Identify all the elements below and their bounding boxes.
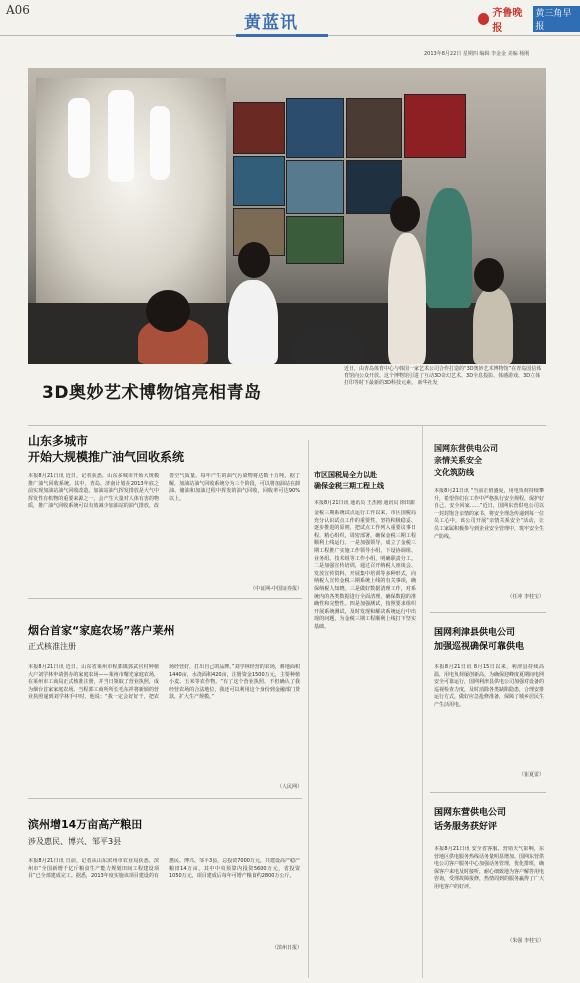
- art-poster: [404, 94, 466, 158]
- article-title: 话务服务获好评: [434, 822, 498, 832]
- column-divider: [308, 440, 309, 978]
- article-body: 本报8月21日讯 日前，记者从山东滨州市农业局获悉，滨州市“全国新增千亿斤粮食生产能力规划田间工程建设项目”已全部建成完工。据悉，2013年度实施该项目建设的有惠民、博兴、邹平3县，总投资7000万元，共建设高产稳产粮田14万亩，其中中央预算内投资5600万元，省投资1050万元，项目建成后每年可增产粮食约2800万公斤。: [28, 858, 300, 880]
- visitor-child-head: [146, 290, 190, 332]
- article-title: 国网东营供电公司: [434, 444, 498, 453]
- article-subtitle: 正式核准注册: [28, 642, 76, 651]
- article-title: 国网东营供电公司: [434, 808, 507, 818]
- article-body: 本报8月21日讯 近日，记者获悉，山东多城市开始大规模推广油气回收系统。其中，青岛、济南计划在2013年底之前实现加油站油气回收改造。加油站油气挥发排放是大气中挥发性有机物的重要来源之一，会产生大量对人体有害的物质，推广油气回收系统可以有效减少加油站的油气排放，改善空气质量。每年产生的油气污染物将达数十万吨。据了解，加油站油气回收系统分为三个阶段，可以将加油站在卸油、储油和加油过程中挥发的油气回收，回收率可达90%以上。: [28, 473, 300, 510]
- article-title: 市区国税局全力以赴: [314, 471, 377, 479]
- article-credit: （朱强 李桂宝）: [507, 938, 544, 944]
- article-title: 国网利津县供电公司: [434, 628, 516, 638]
- article-title: 滨州增14万亩高产粮田: [28, 818, 143, 831]
- visitor-child-head: [390, 196, 420, 232]
- art-poster: [286, 98, 344, 158]
- article-credit: （滨州日报）: [271, 945, 302, 951]
- projected-figure: [150, 106, 170, 180]
- section-underline: [236, 34, 328, 37]
- divider: [28, 798, 302, 799]
- projected-figure: [108, 90, 134, 182]
- visitor-child: [388, 233, 426, 364]
- divider: [430, 792, 546, 793]
- paper-name: 齐鲁晚报: [492, 8, 523, 34]
- article-title: 山东多城市: [28, 434, 89, 448]
- article-body: 本报8月21日讯 近日，山东省莱州市程郭镇郭武官村种植大户刘学林申请创办的家庭农场——莱州市曙光家庭农场，在莱州市工商局正式核准注册，并当日领取了营业执照，成为烟台首家家庭农场。当程郭工商所所长毛东祥将新颁的营业执照递到刘学林手中时，他说：“我一定会好好干，把农场经营好，打出自己的品牌。”刘学林经营的农场，耕地面积1440亩，水浇面积420亩，注册资金1500万元，主要种植小麦、玉米等农作物。“有了这个营业执照，不但确认了我经营农场的合法地位，我还可以利用这个身份到金融部门贷款，扩大生产规模。”: [28, 664, 300, 701]
- article-body: 金税三期系统试点运行工作以来，市区国税局充分认识试点工作的重要性，坚持积极稳妥、逐步推进的原则，把试点工作列入重要议事日程，精心组织，周密部署，确保金税三期工程顺利上线运行。一是加强领导，成立了金税三期工程推广实施工作领导小组，下设协调组、业务组、技术组等工作小组，明确职责分工。二是加强宣传培训，通过召开纳税人座谈会、发放宣传资料、开展集中培训等多种形式，向纳税人宣传金税三期系统上线的有关事项，确保纳税人知晓。三是做好数据清理工作，对系统内的各类数据进行全面清理，确保数据的准确性和完整性。四是加强测试，按照要求组织开展系统测试，及时发现和解决系统运行中出现的问题，为金税三期工程顺利上线打下坚实基础。: [314, 510, 416, 630]
- article-subtitle: 涉及惠民、博兴、邹平3县: [28, 837, 122, 846]
- art-poster: [286, 216, 344, 264]
- feature-title: 3D奥妙艺术博物馆亮相青岛: [42, 383, 262, 403]
- photo-floor: [28, 303, 546, 364]
- visitor-child: [228, 280, 278, 364]
- visitor-child: [426, 188, 472, 308]
- divider: [28, 425, 546, 426]
- art-poster: [233, 102, 285, 154]
- article-credit: （任冲 李桂宝）: [507, 594, 544, 600]
- art-poster: [233, 156, 285, 206]
- article-title: 确保金税三期工程上线: [314, 482, 384, 490]
- article-title: 开始大规模推广油气回收系统: [28, 450, 185, 464]
- article-title: 烟台首家“家庭农场”落户莱州: [28, 624, 175, 637]
- column-divider: [422, 425, 423, 978]
- article-title: 亲情关系安全: [434, 456, 482, 465]
- issue-meta: 2013年8月22日 星期四 编辑 李金金 美编 杨刚: [424, 51, 530, 57]
- section-title: 黄蓝讯: [244, 13, 298, 33]
- divider: [28, 598, 302, 599]
- feature-photo: [28, 68, 546, 364]
- visitor-child: [293, 326, 363, 364]
- visitor-child: [473, 288, 513, 364]
- article-credit: （中证网-中国证券报）: [250, 586, 302, 592]
- visitor-child-head: [474, 258, 504, 292]
- article-title: 加强巡视确保可靠供电: [434, 642, 525, 652]
- projected-figure: [68, 98, 90, 178]
- art-poster: [346, 98, 402, 158]
- paper-tag: 黄三角早报: [533, 6, 580, 32]
- article-byline: 本报8月21日讯 通讯员 王杰刚 通讯员 徐田甜: [314, 500, 415, 506]
- article-title: 文化筑防线: [434, 468, 474, 477]
- article-credit: （崔夏雷）: [518, 772, 544, 778]
- article-body: 本报8月21日讯 安全省客服、营销天气影响，东营地区供电服务热线话务量明显增加。国网东营供电公司客户服务中心加强话务管理，优化排班，确保客户来电及时接听，耐心细致地为客户解答用电咨询，受理故障报修，热情周到的服务赢得了广大用电客户的好评。: [434, 846, 544, 890]
- visitor-child-head: [238, 242, 270, 278]
- page-number: A06: [6, 3, 30, 17]
- newspaper-logo: [478, 4, 580, 34]
- page-header: [0, 0, 580, 40]
- divider: [430, 612, 546, 613]
- art-poster: [286, 160, 344, 214]
- article-body: 本报8月21日讯 8月15日以来，利津县持续高温，用电负荷屡创新高。为确保迎峰度夏期间电网安全可靠运行，国网利津县供电公司加强对设备的巡视检查力度，及时消除各类缺陷隐患，合理安排运行方式，做好应急抢修准备，保障了城乡居民生产生活用电。: [434, 664, 544, 708]
- article-body: 本报8月21日讯 “当前正值盛夏，用电负荷持续攀升，希望你们在工作中严格执行安全规程，保护好自己，安全回家……”近日，国网东营供电公司以一封封饱含亲情的家书，将安全理念传递到每一位员工心中。该公司开展“亲情关系安全”活动，让员工家属积极参与到企业安全管理中，筑牢安全生产防线。: [434, 488, 544, 540]
- seal-icon: [478, 13, 489, 25]
- feature-caption: 近日，由青岛体育中心与韩国一家艺术公司合作打造的“3D奥妙艺术博物馆”在青岛国信体育馆向公众开放。这个博物馆引进了互动3D奇幻艺术、3D全息投影、体感游戏、3D立体打印等时下最新的3D科技元素。 新华社发: [344, 366, 542, 386]
- article-credit: （人民网）: [276, 784, 302, 790]
